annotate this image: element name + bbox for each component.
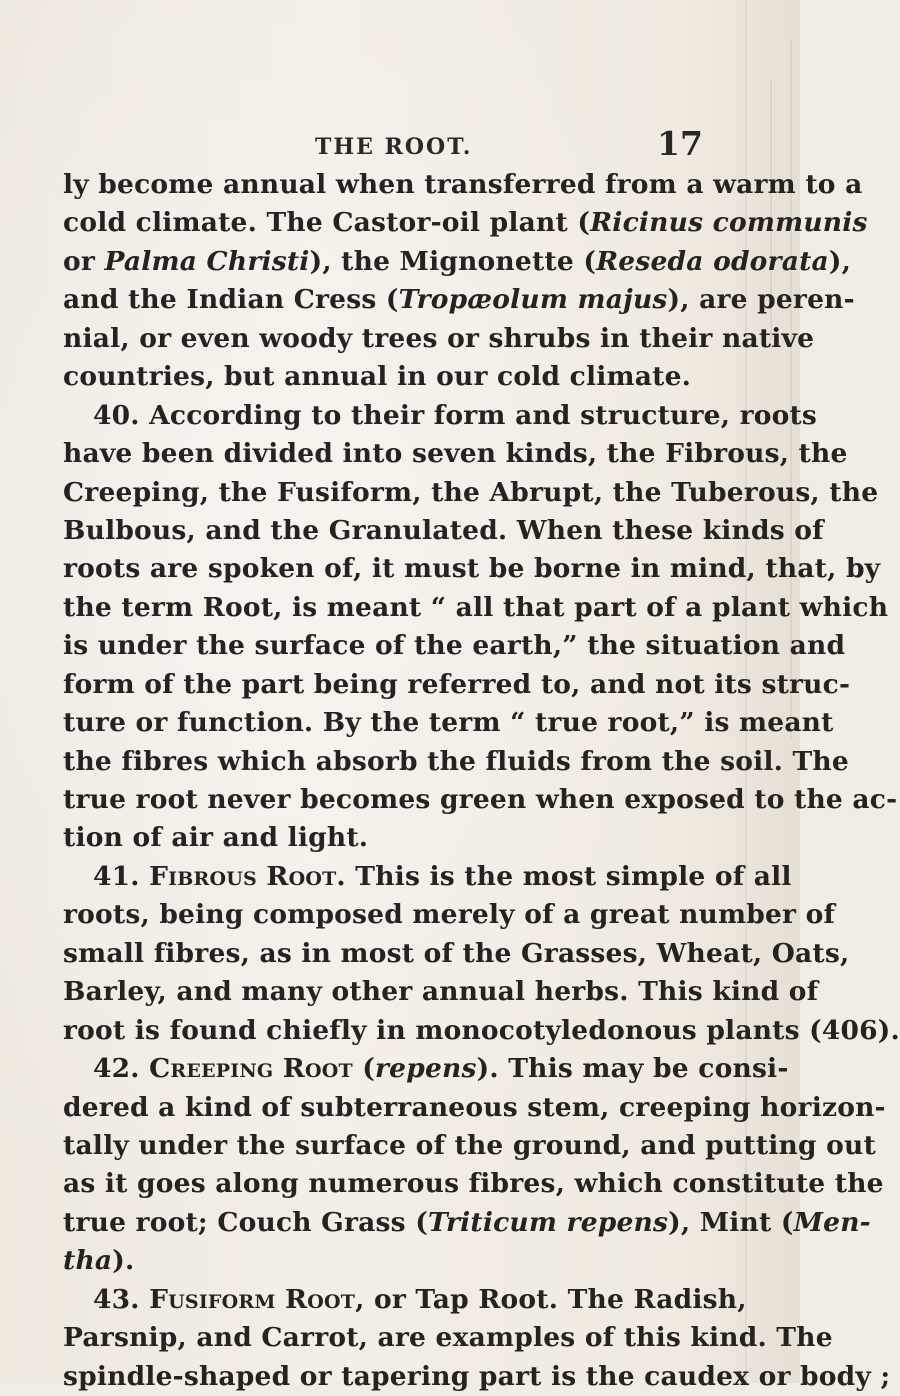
text-line (63, 1165, 884, 1203)
text-line (63, 1281, 747, 1319)
text-line (63, 1319, 833, 1357)
text-run: ( (352, 1053, 376, 1085)
text-line (63, 973, 819, 1011)
text-run: the term Root, is meant “ all that part of a plant which (63, 591, 889, 623)
body-text (63, 166, 900, 1396)
text-run: This is the most simple of all (345, 860, 792, 892)
text-run: ), the Mignonette ( (309, 245, 597, 277)
text-run: or (63, 245, 105, 277)
small-caps-heading: Creeping Root (149, 1053, 353, 1085)
text-run: ). This may be consi- (476, 1053, 789, 1085)
text-run: ). (112, 1245, 135, 1277)
text-run: roots are spoken of, it must be borne in mind, that, by (63, 553, 881, 585)
italic-text: Palma Christi (104, 245, 310, 277)
text-line (63, 935, 850, 973)
italic-text: Ricinus communis (590, 207, 868, 239)
text-run: or Tap Root. The Radish, (364, 1283, 747, 1315)
text-run: ), (828, 245, 852, 277)
text-run: countries, but annual in our cold climate. (63, 361, 692, 393)
text-line (63, 1358, 891, 1396)
text-run: form of the part being referred to, and not its struc- (63, 668, 851, 700)
small-caps-heading: Fibrous Root. (149, 860, 346, 892)
text-line (63, 627, 846, 665)
italic-text: repens (375, 1053, 477, 1085)
italic-text: Reseda odorata (596, 245, 829, 277)
text-run: dered a kind of subterraneous stem, creeping horizon- (63, 1091, 886, 1123)
text-line (63, 550, 881, 588)
text-run: roots, being composed merely of a great number of (63, 899, 836, 931)
italic-text: Triticum repens (427, 1206, 669, 1238)
page-number: 17 (657, 124, 703, 163)
text-line (63, 281, 855, 319)
text-line (63, 166, 863, 204)
text-line (63, 1127, 876, 1165)
text-run: and the Indian Cress ( (63, 284, 399, 316)
text-run: is under the surface of the earth,” the situation and (63, 630, 846, 662)
text-run: ), Mint ( (668, 1206, 794, 1238)
text-line (63, 666, 851, 704)
text-line (63, 474, 879, 512)
text-run: spindle-shaped or tapering part is the caudex or body ; (63, 1360, 891, 1392)
text-line (63, 1050, 789, 1088)
text-line (63, 320, 815, 358)
text-run: tion of air and light. (63, 822, 369, 854)
text-run: as it goes along numerous fibres, which constitute the (63, 1168, 884, 1200)
text-line (63, 358, 699, 396)
text-line (63, 243, 852, 281)
text-run: 43. (93, 1283, 150, 1315)
text-line (63, 819, 699, 857)
text-line (63, 204, 868, 242)
text-line (63, 896, 836, 934)
text-run: ly become annual when transferred from a warm to a (63, 169, 863, 200)
text-run: ture or function. By the term “ true root,” is meant (63, 707, 834, 739)
text-line (63, 1012, 900, 1050)
italic-text: tha (63, 1245, 113, 1277)
text-run: root is found chiefly in monocotyledonous plants (406). (63, 1014, 900, 1046)
text-run: the fibres which absorb the fluids from the soil. The (63, 745, 849, 777)
text-run: Bulbous, and the Granulated. When these kinds of (63, 514, 824, 546)
italic-text: Men- (793, 1206, 871, 1238)
text-run: 42. (93, 1053, 150, 1085)
text-line (63, 397, 818, 435)
text-run: tally under the surface of the ground, and putting out (63, 1129, 876, 1161)
text-line (63, 704, 834, 742)
text-run: have been divided into seven kinds, the Fibrous, the (63, 438, 848, 470)
text-line (63, 1242, 699, 1280)
text-line (63, 1089, 886, 1127)
text-run: nial, or even woody trees or shrubs in their native (63, 322, 815, 354)
text-run: cold climate. The Castor-oil plant ( (63, 207, 591, 239)
italic-text: Tropæolum majus (398, 284, 668, 316)
text-run: small fibres, as in most of the Grasses, Wheat, Oats, (63, 937, 850, 969)
text-run: true root never becomes green when exposed to the ac- (63, 784, 898, 815)
text-line (63, 512, 824, 550)
text-line (63, 589, 889, 627)
text-line (63, 781, 898, 819)
text-line (63, 1204, 871, 1242)
running-head: THE ROOT. (315, 134, 473, 160)
text-line (63, 743, 849, 781)
text-run: ), are peren- (667, 284, 855, 316)
text-run: 40. According to their form and structure, roots (93, 399, 818, 431)
text-run: 41. (93, 860, 150, 892)
text-line (63, 435, 848, 473)
text-run: Barley, and many other annual herbs. This kind of (63, 976, 819, 1008)
text-line (63, 858, 792, 896)
text-run: Parsnip, and Carrot, are examples of this kind. The (63, 1322, 833, 1354)
text-run: true root; Couch Grass ( (63, 1206, 428, 1238)
small-caps-heading: Fusiform Root, (149, 1283, 365, 1315)
text-run: Creeping, the Fusiform, the Abrupt, the Tuberous, the (63, 476, 879, 508)
